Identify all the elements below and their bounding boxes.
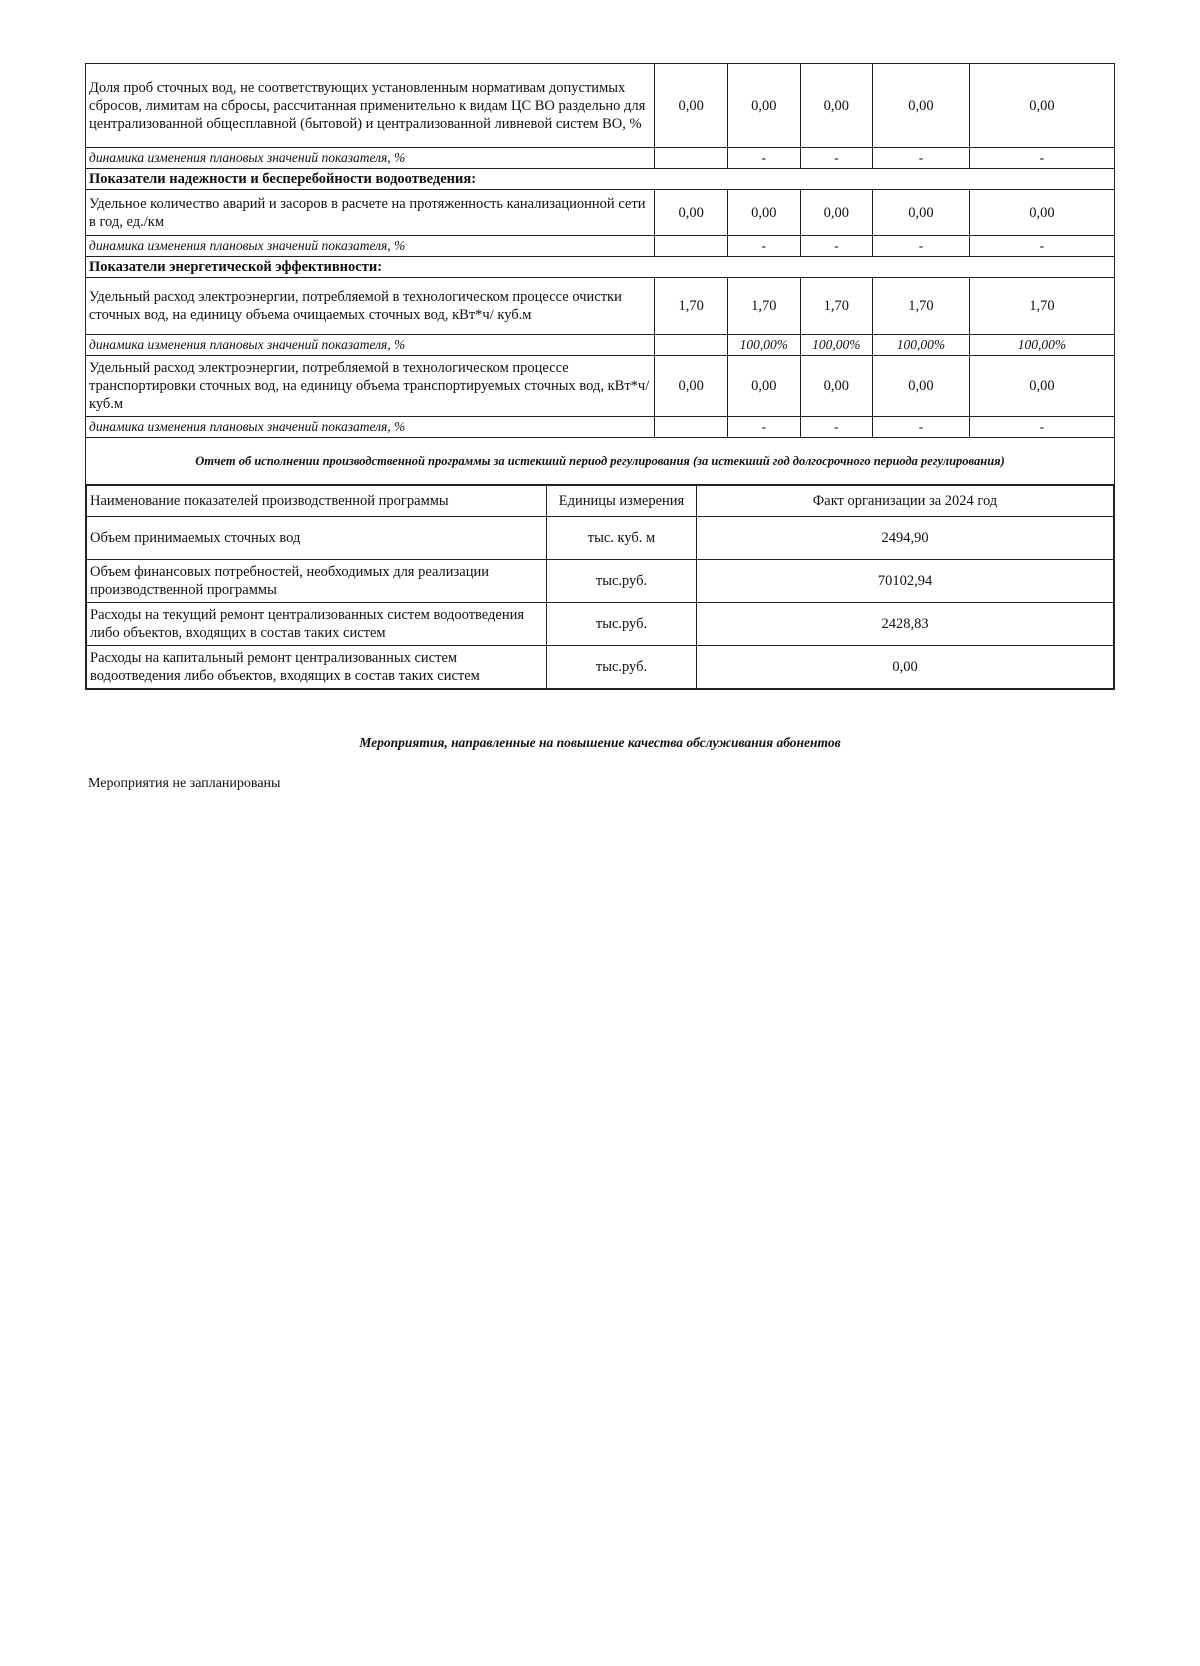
value-cell: - xyxy=(969,417,1114,438)
value-cell: 0,00 xyxy=(873,64,970,148)
report-name: Расходы на текущий ремонт централизованных систем водоотведения либо объектов, входящих в состав таких систем xyxy=(87,603,547,646)
dynamics-label: динамика изменения плановых значений показателя, % xyxy=(86,236,655,257)
report-unit: тыс. куб. м xyxy=(547,517,697,560)
indicator-row xyxy=(86,278,1115,335)
dynamics-row xyxy=(86,335,1115,356)
value-cell: 0,00 xyxy=(655,64,728,148)
section-row xyxy=(86,169,1115,190)
value-cell: - xyxy=(727,417,800,438)
report-row xyxy=(87,560,1114,603)
value-cell: - xyxy=(969,236,1114,257)
indicator-label: Доля проб сточных вод, не соответствующих установленным нормативам допустимых сбросов, лимитам на сбросы, рассчитанная применительно к видам ЦС ВО раздельно для централизованной общесплавной (бытовой) и централизованной ливневой систем ВО, % xyxy=(86,64,655,148)
report-title-row xyxy=(86,438,1115,485)
section-row xyxy=(86,257,1115,278)
measures-title: Мероприятия, направленные на повышение качества обслуживания абонентов xyxy=(359,735,841,750)
value-cell: - xyxy=(727,236,800,257)
report-header-cell: Единицы измерения xyxy=(547,486,697,517)
report-value: 2428,83 xyxy=(697,603,1114,646)
report-unit: тыс.руб. xyxy=(547,603,697,646)
dynamics-label: динамика изменения плановых значений показателя, % xyxy=(86,148,655,169)
value-cell: - xyxy=(727,148,800,169)
value-cell: 0,00 xyxy=(969,190,1114,236)
measures-text: Мероприятия не запланированы xyxy=(88,776,281,791)
value-cell: 1,70 xyxy=(800,278,873,335)
value-cell xyxy=(655,417,728,438)
value-cell xyxy=(655,148,728,169)
indicator-row xyxy=(86,190,1115,236)
report-container xyxy=(86,485,1115,690)
dynamics-row xyxy=(86,148,1115,169)
report-row xyxy=(87,517,1114,560)
value-cell: 1,70 xyxy=(655,278,728,335)
indicators-table xyxy=(85,63,1115,690)
value-cell: 0,00 xyxy=(873,356,970,417)
report-unit: тыс.руб. xyxy=(547,646,697,689)
value-cell: - xyxy=(873,417,970,438)
value-cell: 0,00 xyxy=(655,190,728,236)
section-label: Показатели надежности и бесперебойности водоотведения: xyxy=(86,169,1115,190)
value-cell: - xyxy=(969,148,1114,169)
value-cell: 1,70 xyxy=(727,278,800,335)
value-cell: 0,00 xyxy=(800,190,873,236)
report-unit: тыс.руб. xyxy=(547,560,697,603)
section-label: Показатели энергетической эффективности: xyxy=(86,257,1115,278)
report-title: Отчет об исполнении производственной программы за истекший период регулирования (за истекший год долгосрочного периода регулирования) xyxy=(86,438,1115,485)
report-value: 70102,94 xyxy=(697,560,1114,603)
indicator-label: Удельное количество аварий и засоров в расчете на протяженность канализационной сети в год, ед./км xyxy=(86,190,655,236)
report-container-row xyxy=(86,485,1115,690)
report-name: Объем финансовых потребностей, необходимых для реализации производственной программы xyxy=(87,560,547,603)
value-cell: 100,00% xyxy=(873,335,970,356)
dynamics-label: динамика изменения плановых значений показателя, % xyxy=(86,335,655,356)
value-cell: 1,70 xyxy=(969,278,1114,335)
value-cell: 0,00 xyxy=(969,64,1114,148)
report-row xyxy=(87,646,1114,689)
value-cell: - xyxy=(873,148,970,169)
value-cell: 0,00 xyxy=(727,64,800,148)
report-name: Расходы на капитальный ремонт централизованных систем водоотведения либо объектов, входящих в состав таких систем xyxy=(87,646,547,689)
report-header-row xyxy=(87,486,1114,517)
value-cell: - xyxy=(800,236,873,257)
report-table xyxy=(86,485,1114,689)
value-cell xyxy=(655,236,728,257)
report-value: 2494,90 xyxy=(697,517,1114,560)
dynamics-row xyxy=(86,417,1115,438)
value-cell: 0,00 xyxy=(800,356,873,417)
indicator-label: Удельный расход электроэнергии, потребляемой в технологическом процессе транспортировки сточных вод, на единицу объема транспортируемых сточных вод, кВт*ч/ куб.м xyxy=(86,356,655,417)
value-cell: 1,70 xyxy=(873,278,970,335)
value-cell: 0,00 xyxy=(969,356,1114,417)
report-row xyxy=(87,603,1114,646)
value-cell: 0,00 xyxy=(800,64,873,148)
dynamics-label: динамика изменения плановых значений показателя, % xyxy=(86,417,655,438)
value-cell xyxy=(655,335,728,356)
indicator-row xyxy=(86,64,1115,148)
value-cell: 0,00 xyxy=(727,190,800,236)
value-cell: 0,00 xyxy=(727,356,800,417)
report-header-cell: Наименование показателей производственной программы xyxy=(87,486,547,517)
value-cell: 100,00% xyxy=(727,335,800,356)
dynamics-row xyxy=(86,236,1115,257)
report-value: 0,00 xyxy=(697,646,1114,689)
value-cell: 100,00% xyxy=(969,335,1114,356)
report-header-cell: Факт организации за 2024 год xyxy=(697,486,1114,517)
value-cell: - xyxy=(800,148,873,169)
value-cell: 0,00 xyxy=(873,190,970,236)
indicator-row xyxy=(86,356,1115,417)
value-cell: - xyxy=(800,417,873,438)
value-cell: 100,00% xyxy=(800,335,873,356)
value-cell: 0,00 xyxy=(655,356,728,417)
report-name: Объем принимаемых сточных вод xyxy=(87,517,547,560)
indicator-label: Удельный расход электроэнергии, потребляемой в технологическом процессе очистки сточных вод, на единицу объема очищаемых сточных вод, кВт*ч/ куб.м xyxy=(86,278,655,335)
value-cell: - xyxy=(873,236,970,257)
